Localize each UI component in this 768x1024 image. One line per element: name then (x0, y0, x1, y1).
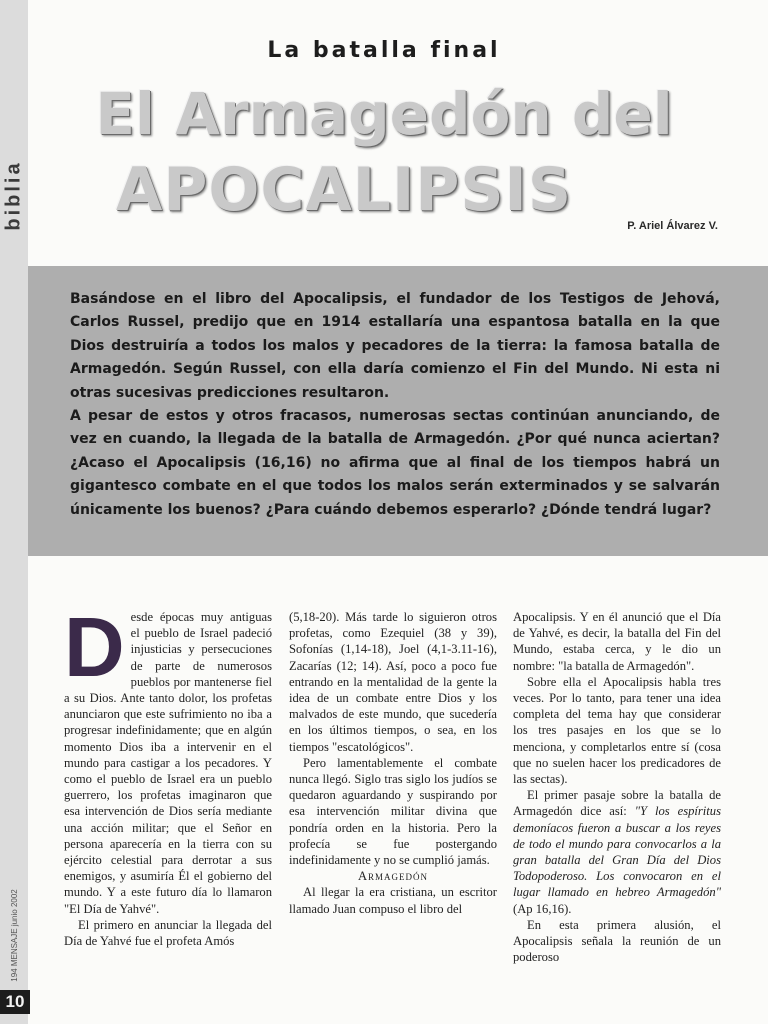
intro-text (70, 288, 720, 522)
scripture-quote: "Y los espíritus demoníacos fueron a buscar a los reyes de todo el mundo para convocarlos a la gran batalla del Gran Día del Dios Todopoderoso. Los convocaron en el lugar llamado en hebreo Armagedón" (513, 804, 721, 900)
article-title-line1: El Armagedón del (95, 80, 673, 148)
body-paragraph: Pero lamentablemente el combate nunca llegó. Siglo tras siglo los judíos se quedaron aguardando y suspirando por esa intervención militar divina que pondría orden en la historia. Pero la profecía se fue postergando indefinidamente y no se cumplió jamás. (289, 755, 497, 868)
body-column-3 (513, 609, 721, 965)
intro-paragraph: A pesar de estos y otros fracasos, numerosas sectas continúan anunciando, de vez en cuando, la llegada de la batalla de Armagedón. ¿Por qué nunca aciertan? ¿Acaso el Apocalipsis (16,16) no afirma que al final de los tiempos habrá un gigantesco combate en el que todos los malos serán exterminados y se salvarán únicamente los buenos? ¿Para cuándo debemos esperarlo? ¿Dónde tendrá lugar? (70, 408, 720, 518)
article-title-line2: APOCALIPSIS (115, 155, 573, 225)
body-paragraph: Al llegar la era cristiana, un escritor llamado Juan compuso el libro del (289, 885, 497, 916)
issue-footer: 194 MENSAJE junio 2002 (9, 888, 19, 982)
section-subheading: Armagedón (357, 869, 429, 884)
article-kicker: La batalla final (267, 38, 501, 63)
body-paragraph: Sobre ella el Apocalipsis habla tres veces. Por lo tanto, para tener una idea completa del tema hay que considerar los tres pasajes en los que se lo menciona, y completarlos entre sí (cosa que no suelen hacer los predicadores de las sectas). (513, 674, 721, 787)
intro-paragraph: Basándose en el libro del Apocalipsis, el fundador de los Testigos de Jehová, Carlos Russel, predijo que en 1914 estallaría una espantosa batalla en la que Dios destruiría a todos los malos y pecadores de la tierra: la famosa batalla de Armagedón. Según Russel, con ella daría comienzo el Fin del Mundo. Ni esta ni otras sucesivas predicciones resultaron. (70, 291, 720, 401)
page-number: 10 (0, 990, 30, 1014)
body-paragraph: esde épocas muy antiguas el pueblo de Israel padeció injusticias y persecuciones de parte de numerosos pueblos por mantenerse fiel a su Dios. Ante tanto dolor, los profetas anunciaron que este sufrimiento no iba a progresar indefinidamente; que en algún momento Dios iba a intervenir en el mundo para castigar a los pecadores. Y como el pueblo de Israel era un pueblo guerrero, los profetas imaginaron que esa intervención de Dios sería mediante una acción militar; que el Señor en persona aparecería en la tierra con su ejército celestial para derrotar a sus enemigos, y asumiría Él el gobierno del mundo. Y a este futuro día lo llamaron "El Día de Yahvé". (64, 610, 272, 916)
drop-cap: D (64, 600, 125, 694)
body-text: El primer pasaje sobre la batalla de Armagedón dice así: (513, 788, 721, 819)
scripture-reference: (Ap 16,16). (513, 901, 572, 916)
body-column-2 (289, 609, 497, 917)
section-label: biblia (2, 159, 25, 231)
body-column-1 (64, 600, 272, 949)
body-paragraph: Apocalipsis. Y en él anunció que el Día de Yahvé, es decir, la batalla del Fin del Mundo, estaba cerca, y le dio un nombre: "la batalla de Armagedón". (513, 610, 721, 673)
body-paragraph: El primero en anunciar la llegada del Día de Yahvé fue el profeta Amós (64, 917, 272, 949)
body-paragraph (513, 787, 721, 917)
body-paragraph: (5,18-20). Más tarde lo siguieron otros profetas, como Ezequiel (38 y 39), Sofonías (1,14-18), Joel (4,1-3.11-16), Zacarías (12; 14). Así, poco a poco fue entrando en la mentalidad de la gente la idea de un combate entre Dios y los malvados de este mundo, que sucedería en los últimos tiempos, o sea, en los tiempos "escatológicos". (289, 610, 497, 754)
body-paragraph: En esta primera alusión, el Apocalipsis señala la reunión de un poderoso (513, 917, 721, 965)
article-author: P. Ariel Álvarez V. (627, 220, 718, 232)
